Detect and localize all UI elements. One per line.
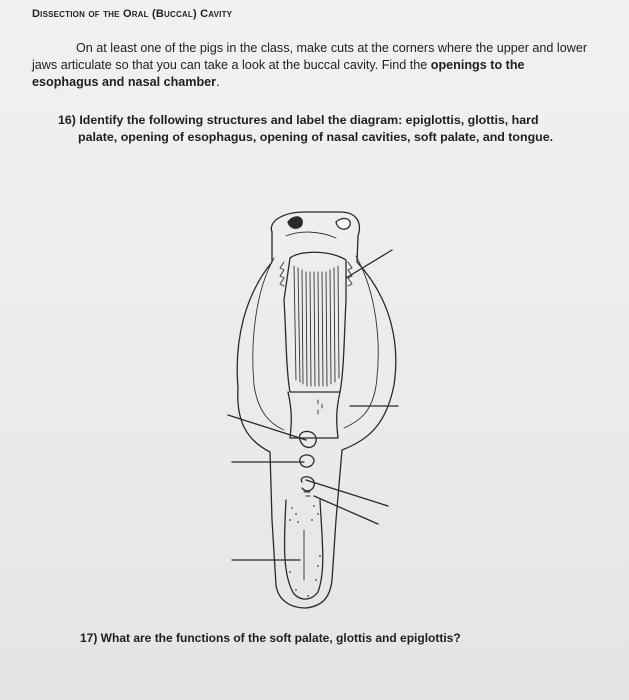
intro-text-2: . — [216, 75, 220, 89]
stipple-dots — [289, 505, 321, 599]
section-heading: Dissection of the Oral (Buccal) Cavity — [32, 8, 233, 20]
head-outline — [237, 212, 396, 608]
epiglottis-shape — [299, 431, 316, 447]
throat-dashes — [318, 400, 322, 414]
nasal-opening-left — [288, 217, 302, 228]
nasal-opening-right — [336, 218, 350, 229]
label-pointer-lines — [228, 250, 398, 560]
esophagus-opening — [301, 477, 314, 491]
esophagus-marks — [304, 492, 310, 496]
glottis-shape — [300, 455, 314, 467]
intro-bold-text: openings to the esophagus and nasal chamber — [32, 58, 525, 89]
question-16: 16) Identify the following structures and label the diagram: epiglottis, glottis, hard palate, opening of esophagus, opening of nasal cavities, soft palate, and tongue. — [58, 113, 554, 144]
intro-text-1: On at least one of the pigs in the class, make cuts at the corners where the upper and lower jaws articulate so that you can take a look at the buccal cavity. Find the — [32, 41, 588, 72]
snout-line — [286, 232, 336, 238]
palate-ridges — [294, 266, 339, 386]
soft-palate-outline — [288, 392, 340, 438]
teeth-left — [280, 262, 284, 286]
question-17: 17) What are the functions of the soft palate, glottis and epiglottis? — [80, 631, 461, 645]
